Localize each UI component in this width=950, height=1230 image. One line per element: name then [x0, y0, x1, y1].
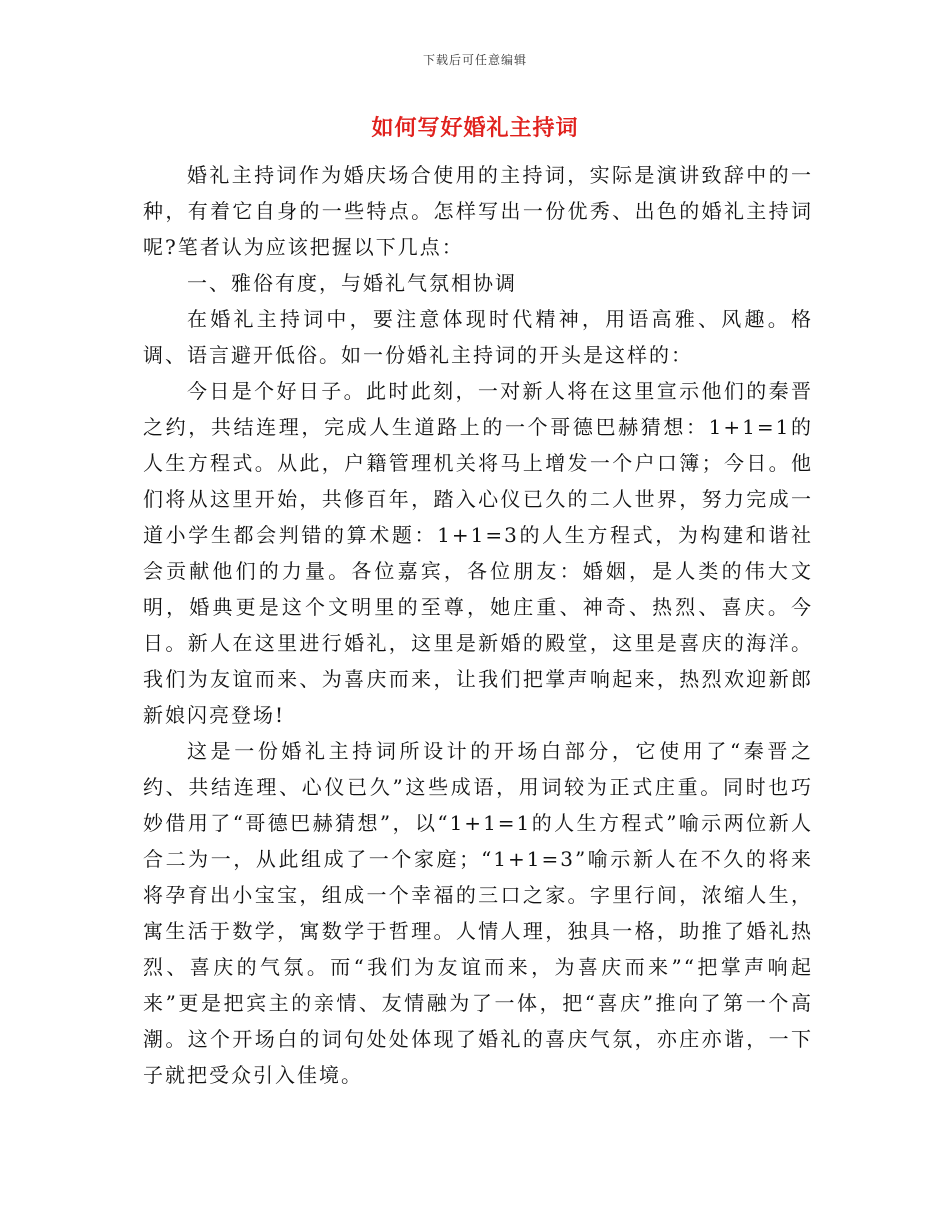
- page-header-note: 下载后可任意编辑: [422, 53, 527, 67]
- section-1-paragraph: 在婚礼主持词中，要注意体现时代精神，用语高雅、风趣。格调、语言避开低俗。如一份婚礼主持词的开头是这样的：: [143, 307, 813, 367]
- example-opening-paragraph: 今日是个好日子。此时此刻，一对新人将在这里宣示他们的秦晋之约，共结连理，完成人生道路上的一个哥德巴赫猜想：1+1=1的人生方程式。从此，户籍管理机关将马上增发一个户口簿；今日。他们将从这里开始，共修百年，踏入心仪已久的二人世界，努力完成一道小学生都会判错的算术题：1+1=3的人生方程式，为构建和谐社会贡献他们的力量。各位嘉宾，各位朋友：婚姻，是人类的伟大文明，婚典更是这个文明里的至尊，她庄重、神奇、热烈、喜庆。今日。新人在这里进行婚礼，这里是新婚的殿堂，这里是喜庆的海洋。我们为友谊而来、为喜庆而来，让我们把掌声响起来，热烈欢迎新郎新娘闪亮登场!: [143, 379, 813, 727]
- section-heading-1: 一、雅俗有度，与婚礼气氛相协调: [187, 271, 517, 295]
- document-body: [143, 157, 813, 1093]
- intro-paragraph: 婚礼主持词作为婚庆场合使用的主持词，实际是演讲致辞中的一种，有着它自身的一些特点。怎样写出一份优秀、出色的婚礼主持词呢?笔者认为应该把握以下几点：: [143, 163, 813, 259]
- document-title: 如何写好婚礼主持词: [371, 115, 579, 141]
- analysis-paragraph: 这是一份婚礼主持词所设计的开场白部分，它使用了“秦晋之约、共结连理、心仪已久”这些成语，用词较为正式庄重。同时也巧妙借用了“哥德巴赫猜想”，以“1+1=1的人生方程式”喻示两位新人合二为一，从此组成了一个家庭；“1+1=3”喻示新人在不久的将来将孕育出小宝宝，组成一个幸福的三口之家。字里行间，浓缩人生，寓生活于数学，寓数学于哲理。人情人理，独具一格，助推了婚礼热烈、喜庆的气氛。而“我们为友谊而来，为喜庆而来”“把掌声响起来”更是把宾主的亲情、友情融为了一体，把“喜庆”推向了第一个高潮。这个开场白的词句处处体现了婚礼的喜庆气氛，亦庄亦谐，一下子就把受众引入佳境。: [143, 739, 813, 1087]
